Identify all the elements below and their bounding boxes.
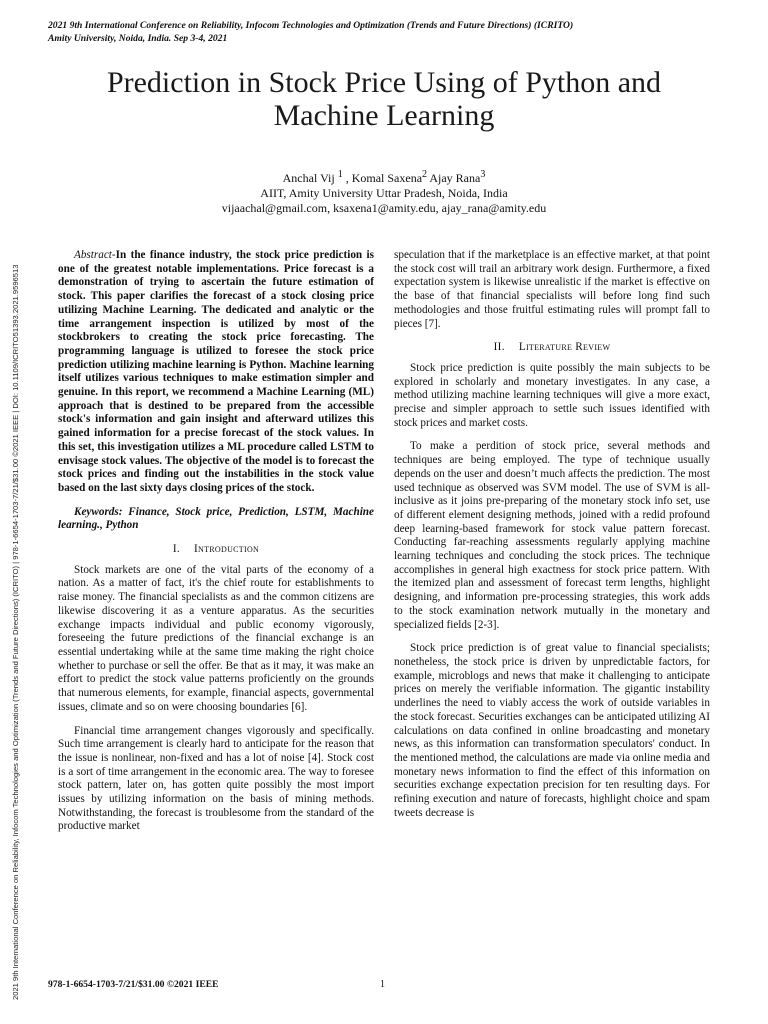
page-number: 1 bbox=[380, 979, 385, 990]
author-names: Anchal Vij $^1$ , Komal Saxena$^2$ Ajay Rana$^3$ bbox=[282, 169, 486, 185]
author-block bbox=[100, 167, 668, 216]
body-paragraph: Financial time arrangement changes vigorously and specifically. Such time arrangement is clearly hard to anticipate for the reason that the issue is nonlinear, non-fixed and has a lot of noise [4]. Stock cost is a sort of time arrangement in the economic area. The way to foresee stock pattern, later on, has gotten quite possibly the most import issues by utilizing information on the basis of mining methods. Notwithstanding, the forecast is troublesome from the standard of the productive market bbox=[58, 724, 374, 833]
body-paragraph: To make a perdition of stock price, several methods and techniques are being employed. The type of technique usually depends on the user and doesn’t much affects the prediction. The most used technique as observed was SVM model. The use of SVM is all-inclusive as it joins pre-preparing of the monetary stock info set, use of different element designing methods, joined with a redid profound deep learning-based framework for stock value pattern forecast. Conducting far-reaching assessments regularly applying machine learning techniques and concluding the stock prices. The technique accomplishes in general high exactness for stock price pattern. With the itemized plan and assessment of forecast term lengths, highlight designing, and information pre-processing strategies, this work adds to the stock examination network mutually in the monetary and specialized fields [2-3]. bbox=[394, 440, 710, 631]
body-paragraph: Stock markets are one of the vital parts of the economy of a nation. As a matter of fact, it's the chief route for establishments to raise money. The financial specialists as and the common citizens are likewise discovering it as a venture apparatus. As the securities exchange impacts individual and public economy vigorously, foreseeing the future predictions of the financial exchange is an essential undertaking while at the same time making the right choice whether to purchase or sell the offer. Be that as it may, it was make an effort to predict the stock value patterns proficiently on the grounds that numerous elements, for example, financial aspects, governmental issues, climate and so on were choosing boundaries [6]. bbox=[58, 563, 374, 713]
keywords: Keywords: Finance, Stock price, Prediction, LSTM, Machine learning., Python bbox=[58, 505, 374, 532]
author-affiliation: AIIT, Amity University Uttar Pradesh, Noida, India bbox=[260, 186, 508, 200]
paper-title: Prediction in Stock Price Using of Python and Machine Learning bbox=[106, 66, 662, 132]
sidebar-citation: 2021 9th International Conference on Reliability, Infocom Technologies and Optimization (Trends and Future Directions) (ICRITO) | 978-1-6654-1703-7/21/$31.00 ©2021 IEEE | DOI: 10.1109/ICRITO51393.2021.9596513 bbox=[11, 264, 20, 1000]
abstract: Abstract-In the finance industry, the stock price prediction is one of the greatest notable implementations. Price forecast is a demonstration of trying to ascertain the future estimation of stock. This paper clarifies the forecast of a stock closing price utilizing Machine Learning. The dedicated and analytic or the time arrangement inspection is utilized by most of the stockbrokers to creating the stock price forecasting. The programming language is utilized to foresee the stock price prediction utilizing machine learning is Python. Machine learning itself utilizes various techniques to make estimation simpler and genuine. In this report, we recommend a Machine Learning (ML) approach that is destined to be prepared from the accessible stock's information and gain insight and afterward utilizes this gained information for a precise forecast of the stock values. In this set, this investigation utilizes a ML procedure called LSTM to envisage stock values. The objective of the model is to forecast the stock prices and finding out the instabilities in the stock value based on the last sixty days closing prices of the stock. bbox=[58, 249, 374, 494]
right-column bbox=[394, 249, 710, 830]
body-paragraph: Stock price prediction is quite possibly the main subjects to be explored in scholarly and monetary investigates. In any case, a method utilizing machine learning techniques will give a more exact, precise and simpler approach to settle such issues identified with stock prices and market costs. bbox=[394, 361, 710, 429]
body-paragraph: speculation that if the marketplace is an effective market, at that point the stock cost will trail an arbitrary work design. Furthermore, a fixed expectation system is likewise unrealistic if the market is effective on the base of that financial specialists will before long find such methodologies and those fruitful estimating rules will prompt fall to pieces [7]. bbox=[394, 249, 710, 330]
section-heading-introduction: I. Introduction bbox=[172, 543, 260, 556]
author-emails: vijaachal@gmail.com, ksaxena1@amity.edu, ajay_rana@amity.edu bbox=[221, 201, 547, 215]
footer-isbn: 978-1-6654-1703-7/21/$31.00 ©2021 IEEE bbox=[48, 979, 219, 990]
section-heading-literature-review: II. Literature Review bbox=[493, 341, 611, 354]
conference-header: 2021 9th International Conference on Reliability, Infocom Technologies and Optimization (Trends and Future Directions) (ICRITO) bbox=[48, 20, 574, 31]
conference-location: Amity University, Noida, India. Sep 3-4, 2021 bbox=[48, 33, 228, 44]
body-paragraph: Stock price prediction is of great value to financial specialists; nonetheless, the stock price is driven by unpredictable factors, for example, microblogs and news that make it challenging to anticipate prices on merely the verifiable information. The gigantic instability underlines the need to viably access the work of outside variables in the stock forecast. Securities exchanges can be anticipated utilizing AI calculations on data confined in online broadcasting and monetary news, as this information can transformation speculators' conduct. In the mentioned method, the calculations are made via online media and monetary news information to find the effect of this information on securities exchange expectation precision for ten resulting days. For refining execution and nature of forecasts, highlight choice and spam tweets decrease is bbox=[394, 642, 710, 819]
left-column bbox=[58, 249, 374, 844]
